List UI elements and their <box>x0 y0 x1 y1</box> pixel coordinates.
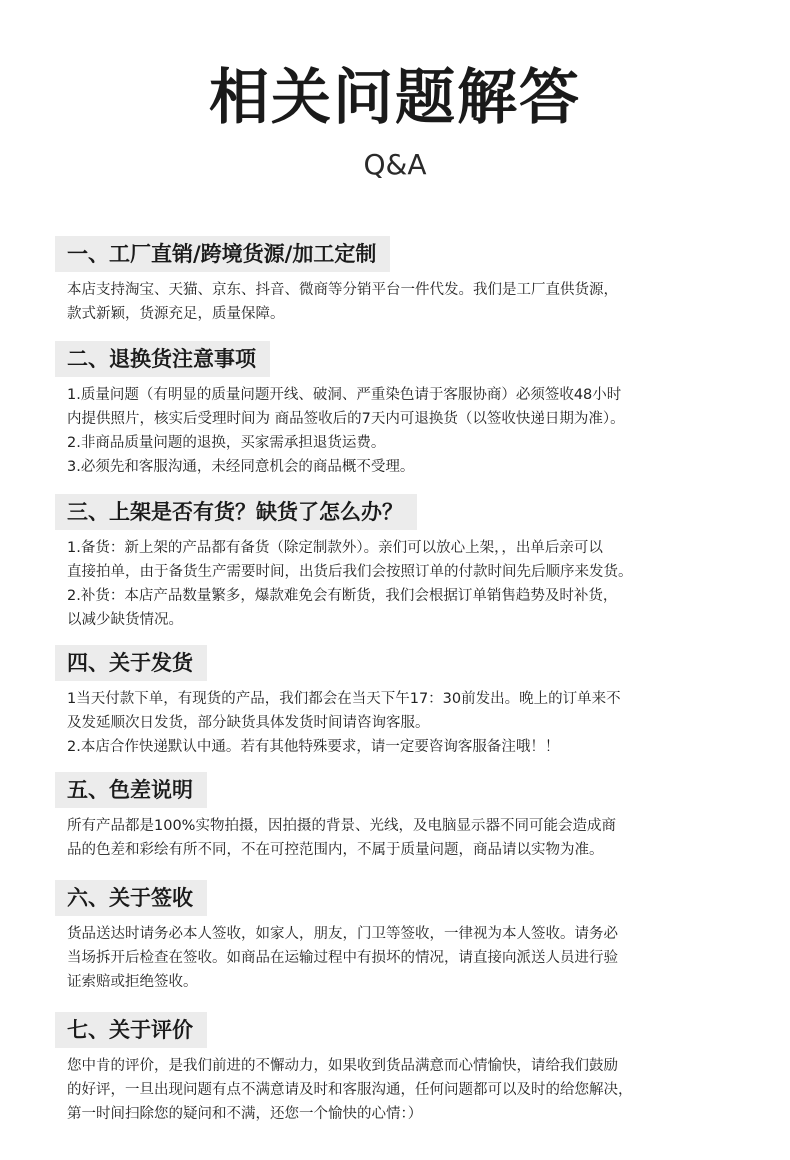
section-text-line: 及发延顺次日发货，部分缺货具体发货时间请咨询客服。 <box>67 715 430 731</box>
section-text-line: 所有产品都是100%实物拍摄，因拍摄的背景、光线，及电脑显示器不同可能会造成商 <box>67 818 616 834</box>
section-body <box>55 383 745 479</box>
section-text-line: 直接拍单，由于备货生产需要时间，出货后我们会按照订单的付款时间先后顺序来发货。 <box>67 564 633 580</box>
section-text-line: 以减少缺货情况。 <box>67 612 183 628</box>
section-body <box>55 536 745 632</box>
section-text-line: 2.本店合作快递默认中通。若有其他特殊要求，请一定要咨询客服备注哦！！ <box>67 739 560 755</box>
section-text-line: 1.质量问题（有明显的质量问题开线、破洞、严重染色请于客服协商）必须签收48小时 <box>67 387 622 403</box>
section-reviews <box>55 1012 745 1126</box>
section-text-line: 货品送达时请务必本人签收，如家人，朋友，门卫等签收，一律视为本人签收。请务必 <box>67 926 618 942</box>
section-stock <box>55 494 745 632</box>
section-heading: 三、上架是否有货？缺货了怎么办？ <box>55 494 417 530</box>
page-title: 相关问题解答 <box>209 63 581 133</box>
section-body <box>55 1054 745 1126</box>
section-returns <box>55 341 745 479</box>
section-color-difference <box>55 772 745 862</box>
section-text-line: 本店支持淘宝、天猫、京东、抖音、微商等分销平台一件代发。我们是工厂直供货源， <box>67 282 618 298</box>
section-text-line: 1当天付款下单，有现货的产品，我们都会在当天下午17：30前发出。晚上的订单来不 <box>67 691 621 707</box>
section-text-line: 内提供照片，核实后受理时间为 商品签收后的7天内可退换货（以签收快递日期为准）。 <box>67 411 625 427</box>
section-heading: 六、关于签收 <box>55 880 207 916</box>
section-body <box>55 687 745 759</box>
section-heading: 一、工厂直销/跨境货源/加工定制 <box>55 236 390 272</box>
section-text-line: 2.补货：本店产品数量繁多，爆款难免会有断货，我们会根据订单销售趋势及时补货， <box>67 588 618 604</box>
section-body <box>55 922 745 994</box>
section-body <box>55 814 745 862</box>
section-factory-direct <box>55 236 745 326</box>
section-text-line: 当场拆开后检查在签收。如商品在运输过程中有损坏的情况，请直接向派送人员进行验 <box>67 950 618 966</box>
section-signing <box>55 880 745 994</box>
page-subtitle: Q&A <box>363 148 427 181</box>
section-shipping <box>55 645 745 759</box>
section-text-line: 的好评，一旦出现问题有点不满意请及时和客服沟通，任何问题都可以及时的给您解决， <box>67 1082 633 1098</box>
section-text-line: 1.备货：新上架的产品都有备货（除定制款外）。亲们可以放心上架，，出单后亲可以 <box>67 540 603 556</box>
section-text-line: 3.必须先和客服沟通，未经同意机会的商品概不受理。 <box>67 459 415 475</box>
section-heading: 五、色差说明 <box>55 772 207 808</box>
section-text-line: 款式新颖，货源充足，质量保障。 <box>67 306 285 322</box>
section-text-line: 第一时间扫除您的疑问和不满，还您一个愉快的心情：） <box>67 1106 423 1122</box>
section-text-line: 2.非商品质量问题的退换，买家需承担退货运费。 <box>67 435 386 451</box>
section-text-line: 您中肯的评价，是我们前进的不懈动力，如果收到货品满意而心情愉快，请给我们鼓励 <box>67 1058 618 1074</box>
section-text-line: 证索赔或拒绝签收。 <box>67 974 198 990</box>
section-text-line: 品的色差和彩绘有所不同，不在可控范围内，不属于质量问题，商品请以实物为准。 <box>67 842 604 858</box>
section-heading: 二、退换货注意事项 <box>55 341 270 377</box>
section-heading: 四、关于发货 <box>55 645 207 681</box>
section-body <box>55 278 745 326</box>
section-heading: 七、关于评价 <box>55 1012 207 1048</box>
